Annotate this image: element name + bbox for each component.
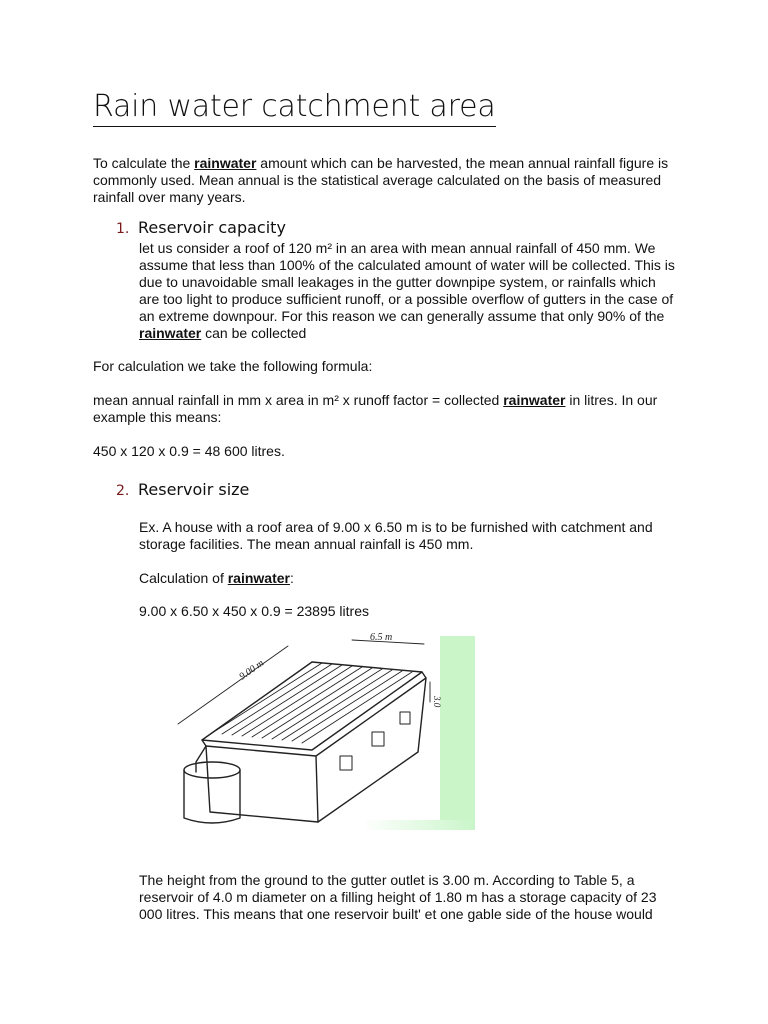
house-sketch-svg bbox=[172, 632, 475, 830]
section-title: Reservoir size bbox=[138, 480, 250, 499]
formula-paragraph bbox=[93, 392, 693, 426]
capacity-text: let us consider a roof of 120 m² in an area with mean annual rainfall of 450 mm. We assume that less than 100% of the calculated amount of water will be collected. This is due to unavoidable small leakages in the gutter downpipe system, or rainfalls which are too light to produce sufficient runoff, or a possible overflow of gutters in the case of an extreme downpour. For this reason we can generally assume that only 90% of the bbox=[139, 240, 675, 324]
dim-label-width: 6.5 m bbox=[370, 632, 393, 643]
window bbox=[372, 732, 384, 746]
intro-text: To calculate the bbox=[93, 155, 195, 171]
house-catchment-figure bbox=[172, 632, 475, 830]
rainwater-link[interactable]: rainwater bbox=[227, 570, 290, 586]
calc-label-text: Calculation of bbox=[139, 570, 228, 586]
green-accent-fade bbox=[362, 820, 475, 830]
section-number: 2. bbox=[116, 483, 130, 499]
rainwater-link[interactable]: rainwater bbox=[194, 155, 257, 171]
page-title: Rain water catchment area bbox=[93, 88, 496, 127]
dim-line-length bbox=[178, 646, 288, 724]
house-wall-front bbox=[206, 746, 318, 822]
section-title: Reservoir capacity bbox=[138, 218, 286, 237]
window bbox=[400, 712, 410, 724]
section-heading-reservoir-capacity bbox=[116, 218, 286, 237]
intro-text-cont: amount which can be harvested, the mean annual rainfall figure is commonly used. Mean annual is the statistical average calculated on the basis of measured rainfall over many years. bbox=[93, 155, 669, 205]
green-accent-strip bbox=[440, 636, 475, 830]
section-heading-reservoir-size bbox=[116, 480, 249, 499]
rainwater-link[interactable]: rainwater bbox=[503, 392, 566, 408]
downpipe bbox=[196, 746, 206, 772]
window bbox=[340, 756, 352, 770]
formula-text: mean annual rainfall in mm x area in m² x runoff factor = collected bbox=[93, 392, 504, 408]
example-paragraph: Ex. A house with a roof area of 9.00 x 6.50 m is to be furnished with catchment and storage facilities. The mean annual rainfall is 450 mm. bbox=[139, 519, 653, 552]
water-tank-top bbox=[184, 762, 240, 778]
result-line: 450 x 120 x 0.9 = 48 600 litres. bbox=[93, 443, 285, 459]
reservoir-capacity-paragraph bbox=[139, 240, 679, 342]
intro-paragraph bbox=[93, 155, 683, 206]
dim-label-height: 3.0 bbox=[432, 696, 442, 708]
calc-label-colon: : bbox=[289, 570, 294, 586]
formula-text-cont: in litres. In our example this means: bbox=[93, 392, 658, 425]
calculation-label bbox=[139, 570, 659, 587]
conclusion-paragraph: The height from the ground to the gutter outlet is 3.00 m. According to Table 5, a reservoir of 4.0 m diameter on a filling height of 1.80 m has a storage capacity of 23 000 litres. This means that one reservoir built' et one gable side of the house would bbox=[139, 872, 657, 922]
formula-intro: For calculation we take the following formula: bbox=[93, 358, 373, 374]
section-number: 1. bbox=[116, 221, 130, 237]
capacity-text-cont: can be collected bbox=[201, 325, 307, 341]
rainwater-link[interactable]: rainwater bbox=[139, 325, 202, 341]
dim-label-length: 9.00 m bbox=[237, 657, 267, 683]
calculation-line: 9.00 x 6.50 x 450 x 0.9 = 23895 litres bbox=[139, 603, 369, 619]
